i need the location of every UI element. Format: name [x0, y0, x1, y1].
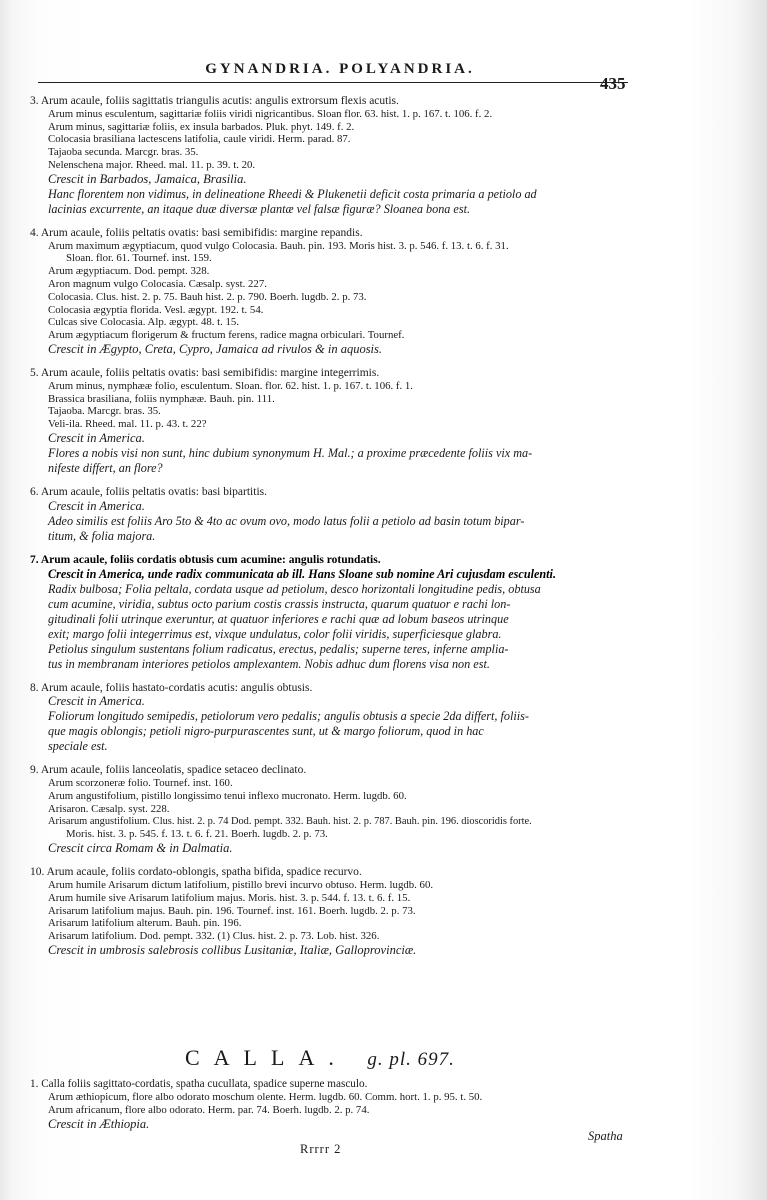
- synonym-line: Arum angustifolium, pistillo longissimo tenui inflexo mucronato. Herm. lugdb. 60.: [48, 789, 407, 802]
- genus-name: CALLA.: [185, 1045, 348, 1070]
- species-entry-6: [30, 486, 645, 544]
- species-entry-4: [30, 227, 645, 357]
- habitat-line: Crescit in Barbados, Jamaica, Brasilia.: [48, 171, 247, 186]
- note-line: titum, & folia majora.: [48, 528, 156, 543]
- species-entry-7: [30, 554, 645, 672]
- description-line: tus in membranam interiores petiolos amplexantem. Nobis adhuc dum florens visa non est.: [48, 656, 490, 671]
- running-title: GYNANDRIA. POLYANDRIA.: [205, 61, 475, 77]
- synonym-line: Culcas sive Colocasia. Alp. ægypt. 48. t. 15.: [48, 316, 240, 329]
- synonym-line: Tajaoba secunda. Marcgr. bras. 35.: [48, 146, 199, 159]
- calla-entry: [30, 1078, 650, 1132]
- entry-heading: 5. Arum acaule, foliis peltatis ovatis: basi semibifidis: margine integerrimis.: [30, 366, 380, 379]
- habitat-line: Crescit in Æthiopia.: [48, 1117, 150, 1131]
- note-line: que magis oblongis; petioli nigro-purpurascentes sunt, ut & margo foliorum, quod in hac: [48, 724, 484, 739]
- habitat-line: Crescit in America.: [48, 498, 145, 513]
- description-line: Radix bulbosa; Folia peltala, cordata usque ad petiolum, desco horizontali longitudine pedis, obtusa: [48, 581, 541, 596]
- note-line: Flores a nobis visi non sunt, hinc dubium synonymum H. Mal.; a proxime præcedente foliis vix ma-: [48, 445, 533, 460]
- synonym-line: Arisarum latifolium. Dod. pempt. 332. (1) Clus. hist. 2. p. 73. Lob. hist. 326.: [48, 930, 380, 943]
- habitat-line: Crescit in Ægypto, Creta, Cypro, Jamaica ad rivulos & in aquosis.: [48, 341, 383, 356]
- synonym-line: Colocasia brasiliana lactescens latifolia, caule viridi. Herm. parad. 87.: [48, 133, 351, 146]
- habitat-line: Crescit in umbrosis salebrosis collibus Lusitaniæ, Italiæ, Galloprovinciæ.: [48, 942, 417, 957]
- synonym-line: Arisaron. Cæsalp. syst. 228.: [48, 802, 170, 815]
- description-line: gitudinali folii utrinque exeruntur, at quatuor inferiores e rachi quæ ad lobum baseos utrinque: [48, 611, 509, 626]
- entry-heading: 10. Arum acaule, foliis cordato-oblongis, spatha bifida, spadice recurvo.: [30, 866, 362, 879]
- signature-mark: Rrrrr 2: [300, 1142, 342, 1156]
- description-line: Petiolus singulum sustentans folium radicatus, erectus, pedalis; superne teres, inferne amplia-: [48, 641, 509, 656]
- species-entry-10: [30, 866, 645, 958]
- synonym-line: Colocasia. Clus. hist. 2. p. 75. Bauh hist. 2. p. 790. Boerh. lugdb. 2. p. 73.: [48, 290, 367, 303]
- entry-heading: 8. Arum acaule, foliis hastato-cordatis acutis: angulis obtusis.: [30, 681, 313, 694]
- species-entry-9: [30, 764, 645, 856]
- synonym-line: Arum africanum, flore albo odorato. Herm. par. 74. Boerh. lugdb. 2. p. 74.: [48, 1104, 370, 1116]
- synonym-line: Sloan. flor. 61. Tournef. inst. 159.: [66, 252, 212, 265]
- habitat-line: Crescit in America, unde radix communicata ab ill. Hans Sloane sub nomine Ari cujusdam esculenti.: [48, 566, 556, 581]
- header-rule: [38, 82, 628, 83]
- habitat-line: Crescit circa Romam & in Dalmatia.: [48, 841, 233, 856]
- synonym-line: Tajaoba. Marcgr. bras. 35.: [48, 405, 161, 418]
- genus-heading: [185, 1045, 455, 1071]
- synonym-line: Arisarum latifolium majus. Bauh. pin. 196. Tournef. inst. 161. Boerh. lugdb. 2. p. 73.: [48, 904, 416, 917]
- synonym-line: Arum minus, sagittariæ foliis, ex insula barbados. Pluk. phyt. 149. f. 2.: [48, 120, 355, 133]
- synonym-line: Colocasia ægyptia florida. Vesl. ægypt. 192. t. 54.: [48, 303, 264, 316]
- entry-heading: 7. Arum acaule, foliis cordatis obtusis cum acumine: angulis rotundatis.: [30, 553, 381, 566]
- synonym-line: Arum æthiopicum, flore albo odorato moschum olente. Herm. lugdb. 60. Comm. hort. 1. p. 95. t. 50.: [48, 1091, 483, 1103]
- species-entry-5: [30, 367, 645, 476]
- synonym-line: Arum minus esculentum, sagittariæ foliis viridi nigricantibus. Sloan flor. 63. hist. 1. p. 167. t. 106. f. 2.: [48, 107, 493, 120]
- synonym-line: Arum ægyptiacum florigerum & fructum ferens, radice magna orbiculari. Tournef.: [48, 329, 405, 342]
- synonym-line: Arum humile Arisarum dictum latifolium, pistillo brevi incurvo obtuso. Herm. lugdb. 60.: [48, 878, 434, 891]
- note-line: Adeo similis est foliis Aro 5to & 4to ac ovum ovo, modo latus folii a petiolo ad basin totum bipar-: [48, 513, 525, 528]
- synonym-line: Arum minus, nymphææ folio, esculentum. Sloan. flor. 62. hist. 1. p. 167. t. 106. f. 1.: [48, 379, 413, 392]
- synonym-line: Arisarum latifolium alterum. Bauh. pin. 196.: [48, 917, 242, 930]
- synonym-line: Arisarum angustifolium. Clus. hist. 2. p. 74 Dod. pempt. 332. Bauh. hist. 2. p. 787. Bauh. pin. 196. dioscoridis forte.: [48, 815, 532, 827]
- habitat-line: Crescit in America.: [48, 694, 145, 709]
- entry-heading: 1. Calla foliis sagittato-cordatis, spatha cucullata, spadice superne masculo.: [30, 1078, 368, 1090]
- synonym-line: Arum scorzoneræ folio. Tournef. inst. 160.: [48, 777, 233, 790]
- note-line: speciale est.: [48, 739, 108, 754]
- page-number: 435: [600, 74, 626, 93]
- synonym-line: Veli-ila. Rheed. mal. 11. p. 43. t. 22?: [48, 418, 207, 431]
- habitat-line: Crescit in America.: [48, 430, 145, 445]
- genus-reference: g. pl. 697.: [367, 1049, 455, 1070]
- synonym-line: Brassica brasiliana, foliis nymphææ. Bauh. pin. 111.: [48, 392, 275, 405]
- description-line: exit; margo folii integerrimus est, vixque undulatus, color folii viridis, superficiesque glabra.: [48, 626, 502, 641]
- text-body: [30, 95, 645, 968]
- species-entry-3: [30, 95, 645, 217]
- entry-heading: 9. Arum acaule, foliis lanceolatis, spadice setaceo declinato.: [30, 764, 307, 777]
- synonym-line: Arum maximum ægyptiacum, quod vulgo Colocasia. Bauh. pin. 193. Moris hist. 3. p. 546. f. 13. t. 6. f. 31.: [48, 239, 509, 252]
- synonym-line: Nelenschena major. Rheed. mal. 11. p. 39. t. 20.: [48, 158, 256, 171]
- species-entry-8: [30, 682, 645, 755]
- synonym-line: Arum ægyptiacum. Dod. pempt. 328.: [48, 265, 210, 278]
- note-line: nifeste differt, an flore?: [48, 460, 163, 475]
- note-line: lacinias excurrente, an itaque duæ diversæ plantæ vel falsæ figuræ? Sloanea bona est.: [48, 201, 471, 216]
- synonym-line: Aron magnum vulgo Colocasia. Cæsalp. syst. 227.: [48, 277, 267, 290]
- note-line: Foliorum longitudo semipedis, petiolorum vero pedalis; angulis obtusis a specie 2da differt, foliis-: [48, 709, 529, 724]
- entry-heading: 6. Arum acaule, foliis peltatis ovatis: basi bipartitis.: [30, 485, 267, 498]
- synonym-line: Moris. hist. 3. p. 545. f. 13. t. 6. f. 21. Boerh. lugdb. 2. p. 73.: [66, 828, 328, 841]
- note-line: Hanc florentem non vidimus, in delineatione Rheedi & Plukenetii deficit costa primaria a petiolo ad: [48, 186, 537, 201]
- synonym-line: Arum humile sive Arisarum latifolium majus. Moris. hist. 3. p. 544. f. 13. t. 6. f. 15.: [48, 891, 411, 904]
- entry-heading: 3. Arum acaule, foliis sagittatis triangulis acutis: angulis extrorsum flexis acutis.: [30, 95, 399, 107]
- entry-heading: 4. Arum acaule, foliis peltatis ovatis: basi semibifidis: margine repandis.: [30, 226, 363, 239]
- catchword: Spatha: [588, 1129, 623, 1143]
- description-line: cum acumine, viridia, subtus octo parium costis crassis instructa, quarum quatuor e rachi lon-: [48, 596, 511, 611]
